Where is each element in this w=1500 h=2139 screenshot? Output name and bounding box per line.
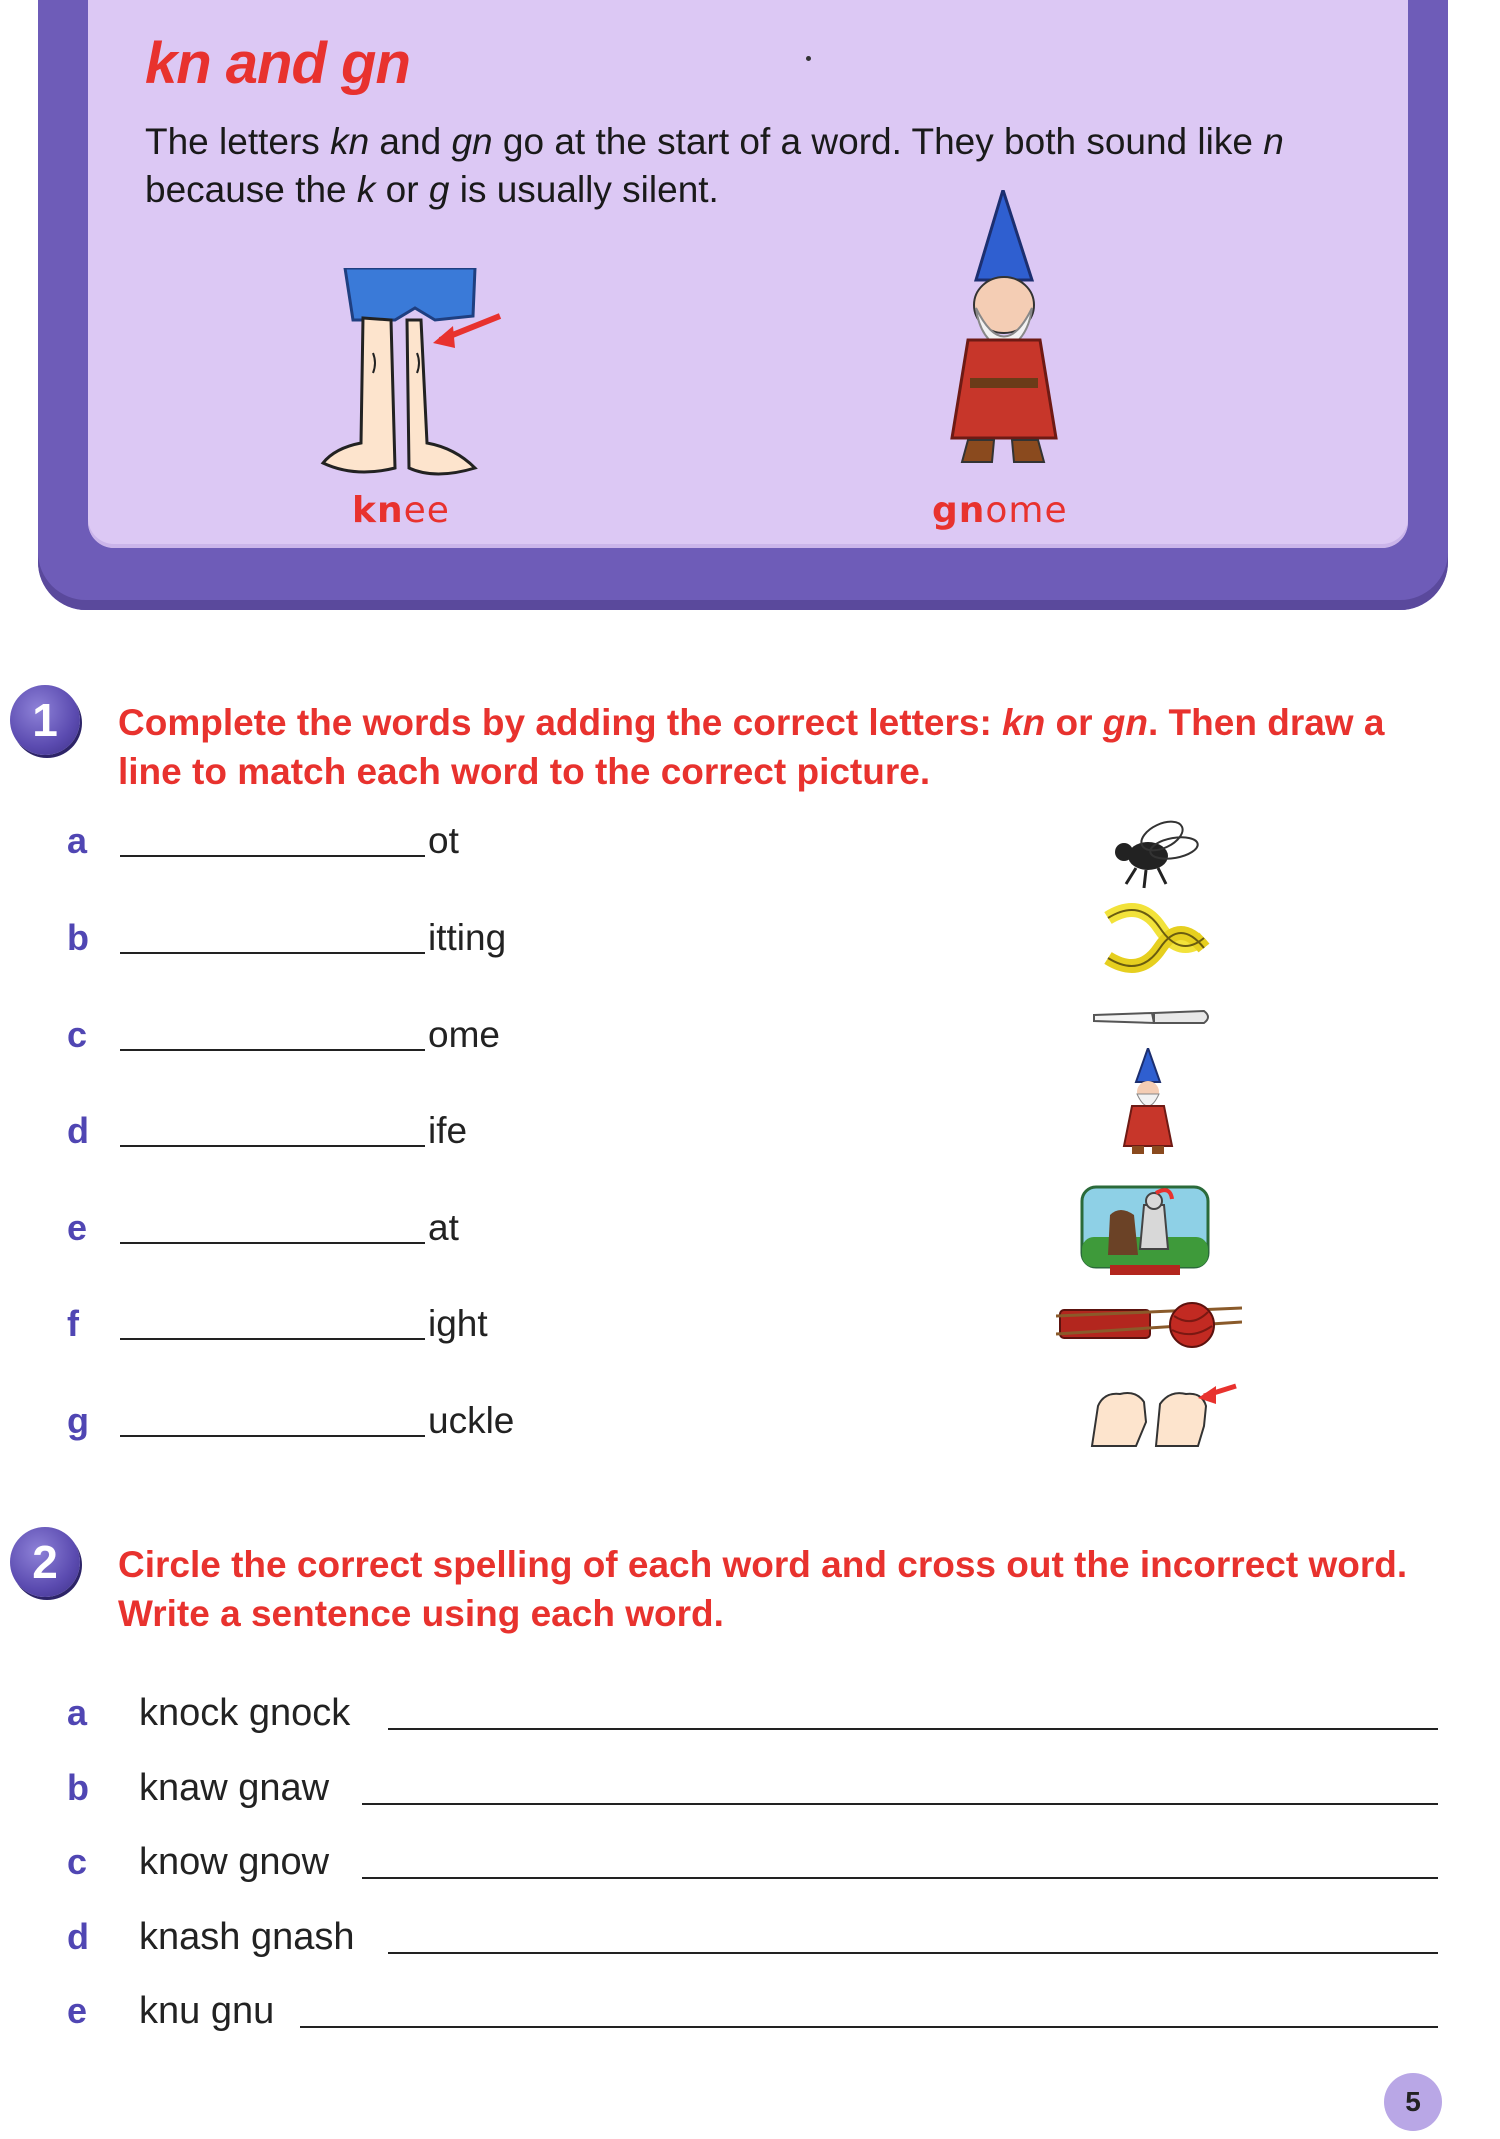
sentence-line[interactable] bbox=[388, 1952, 1438, 1954]
gnome-icon bbox=[928, 190, 1078, 470]
knee-caption: knee bbox=[352, 490, 450, 531]
word-ending: ight bbox=[428, 1303, 488, 1344]
panel-explanation: The letters kn and gn go at the start of a word. They both sound like n because the k or g is usually silent. bbox=[145, 121, 1284, 210]
page-number: 5 bbox=[1384, 2073, 1442, 2131]
question-1-badge: 1 bbox=[10, 685, 80, 755]
question-2-instruction: Circle the correct spelling of each word and cross out the incorrect word. Write a sentence using each word. bbox=[118, 1544, 1408, 1634]
word-ending: at bbox=[428, 1207, 459, 1248]
sentence-line[interactable] bbox=[300, 2026, 1438, 2028]
sentence-line[interactable] bbox=[362, 1877, 1438, 1879]
gnome-icon[interactable] bbox=[1118, 1048, 1178, 1158]
word-ending: ife bbox=[428, 1110, 468, 1151]
row-letter: d bbox=[67, 1110, 89, 1151]
word-choices[interactable]: knock gnock bbox=[139, 1692, 351, 1734]
question-2-badge: 2 bbox=[10, 1527, 80, 1597]
knight-icon[interactable] bbox=[1080, 1185, 1210, 1277]
word-choices[interactable]: knu gnu bbox=[139, 1990, 275, 2032]
row-letter: c bbox=[67, 1841, 88, 1882]
panel-title: kn and gn bbox=[145, 31, 410, 96]
knife-icon[interactable] bbox=[1092, 1005, 1212, 1031]
word-choices[interactable]: knaw gnaw bbox=[139, 1767, 330, 1809]
gnome-caption: gnome bbox=[932, 490, 1068, 531]
word-ending: uckle bbox=[428, 1400, 515, 1441]
knitting-icon[interactable] bbox=[1056, 1300, 1242, 1350]
stray-dot bbox=[806, 56, 811, 61]
question-1-instruction: Complete the words by adding the correct letters: kn or gn. Then draw a line to match each word to the correct picture. bbox=[118, 702, 1385, 792]
row-letter: a bbox=[67, 1692, 88, 1733]
row-letter: c bbox=[67, 1014, 88, 1055]
sentence-line[interactable] bbox=[362, 1803, 1438, 1805]
answer-blank[interactable] bbox=[120, 1435, 425, 1437]
word-choices[interactable]: know gnow bbox=[139, 1841, 330, 1883]
answer-blank[interactable] bbox=[120, 1049, 425, 1051]
row-letter: f bbox=[67, 1303, 79, 1344]
row-letter: b bbox=[67, 917, 89, 958]
row-letter: e bbox=[67, 1207, 88, 1248]
answer-blank[interactable] bbox=[120, 952, 425, 954]
knot-icon[interactable] bbox=[1100, 898, 1210, 988]
word-ending: ot bbox=[428, 820, 459, 861]
knuckle-icon[interactable] bbox=[1086, 1376, 1242, 1450]
answer-blank[interactable] bbox=[120, 855, 425, 857]
row-letter: d bbox=[67, 1916, 89, 1957]
gnat-icon[interactable] bbox=[1100, 812, 1210, 892]
row-letter: a bbox=[67, 820, 88, 861]
row-letter: g bbox=[67, 1400, 89, 1441]
word-choices[interactable]: knash gnash bbox=[139, 1916, 355, 1958]
row-letter: e bbox=[67, 1990, 88, 2031]
word-ending: ome bbox=[428, 1014, 500, 1055]
sentence-line[interactable] bbox=[388, 1728, 1438, 1730]
answer-blank[interactable] bbox=[120, 1145, 425, 1147]
knee-icon bbox=[315, 268, 515, 478]
answer-blank[interactable] bbox=[120, 1242, 425, 1244]
answer-blank[interactable] bbox=[120, 1338, 425, 1340]
word-ending: itting bbox=[428, 917, 507, 958]
row-letter: b bbox=[67, 1767, 89, 1808]
